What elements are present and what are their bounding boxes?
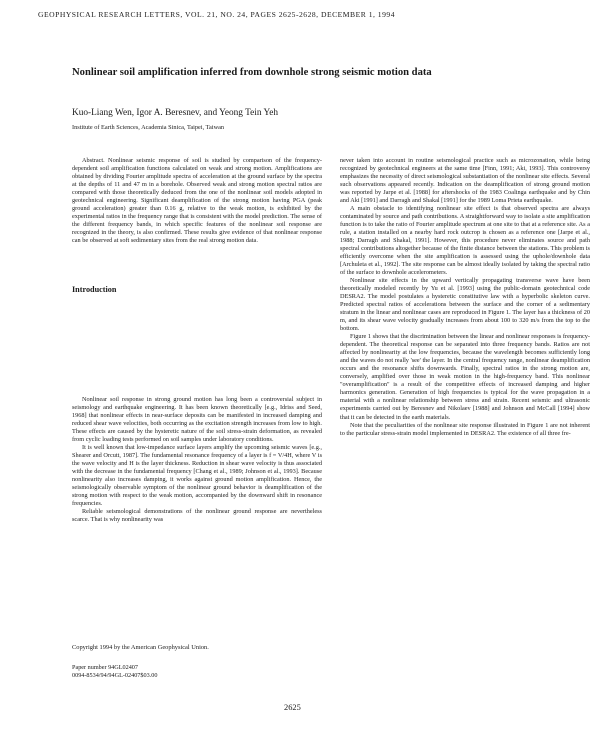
paper-number: Paper number 94GL02407: [72, 664, 138, 671]
intro-paragraph: Reliable seismological demonstrations of the nonlinear ground response are nevertheless scarce. That is why nonlinearity was: [72, 508, 322, 524]
intro-paragraph: It is well known that low-impedance surface layers amplify the upcoming seismic waves [e.g., Shearer and Orcutt, 1987]. The fundamental resonance frequency of a layer is f = V/4H, where V is the wave velocity and H is the layer thickness. Reduction in shear wave velocity is thus associated with the decrease in the fundamental frequency [Chang et al., 1989; Johnson et al., 1993]. Because nonlinearity also increases damping, it works against ground motion amplification. Hence, the seismologically observable symptom of the nonlinear ground behavior is deamplification of the strong motion with respect to the weak motion, accompanied by the downward shift in resonance frequencies.: [72, 444, 322, 508]
intro-paragraph: Nonlinear soil response in strong ground motion has long been a controversial subject in seismology and earthquake engineering. It has been known theoretically [e.g., Idriss and Seed, 1968] that nonlinear effects in near-surface deposits can be manifested in increased damping and reduced shear wave velocities, both occurring as the excitation strength increases from low to high. These effects are caused by the hysteretic nature of the soil stress-strain deformation, as revealed from cyclic loading tests performed on soil samples under laboratory conditions.: [72, 396, 322, 444]
introduction-body: [72, 396, 322, 524]
body-paragraph: A main obstacle to identifying nonlinear site effect is that observed spectra are always contaminated by source and path contributions. A straightforward way to isolate a site amplification function is to take the ratio of Fourier amplitude spectrum at one site to that at a reference site. As a rule, a station installed on a nearby hard rock outcrop is chosen as a reference one [Jarpe et al., 1988; Darragh and Shakal, 1991]. However, this procedure never eliminates source and path spectral contributions altogether because of the finite distance between the stations. This problem is efficiently overcome when the site amplification is assessed using the uphole/downhole data [Archuleta et al., 1992]. The site response can be almost ideally isolated by taking the spectral ratio of the surface to downhole accelerometers.: [340, 205, 590, 277]
section-heading-introduction: Introduction: [72, 285, 117, 294]
abstract-text: Abstract. Nonlinear seismic response of soil is studied by comparison of the frequency-dependent soil amplification functions calculated on weak and strong motion. Amplifications are obtained by dividing Fourier amplitude spectra of acceleration at the ground surface by the spectra at the depths of 11 and 47 m in a borehole. Observed weak and strong motion spectral ratios are compared with those theoretically deduced from the one of the nonlinear soil models adopted in geotechnical engineering. Significant deamplification of the strong motion having PGA (peak ground acceleration) greater than 0.16 g, relative to the weak motion, is exhibited by the experimental ratios in the frequency range that is consistent with the model prediction. The sense of the different frequency bands, in which specific features of the nonlinear soil response are recognized in the theory, is also confirmed. These results give evidence of that nonlinear response can be observed at soft sedimentary sites from the real strong motion data.: [72, 157, 322, 245]
page-number: 2625: [284, 703, 301, 712]
copyright-notice: Copyright 1994 by the American Geophysical Union.: [72, 644, 209, 651]
running-head: GEOPHYSICAL RESEARCH LETTERS, VOL. 21, NO. 24, PAGES 2625-2628, DECEMBER 1, 1994: [38, 10, 395, 19]
paper-identifiers: [72, 664, 157, 680]
body-paragraph: never taken into account in routine seismological practice such as microzonation, while being recognized by geotechnical engineers at the same time [Finn, 1991; Aki, 1993]. This controversy emphasizes the necessity of direct seismological substantiation of the nonlinear site effects. Several such observations appeared recently. Indication on the deamplification of strong ground motion was reported by Jarpe et al. [1988] for aftershocks of the 1983 Coalinga earthquake and by Chin and Aki [1991] and Darragh and Shakal [1991] for the 1989 Loma Prieta earthquake.: [340, 157, 590, 205]
right-column: [340, 157, 590, 438]
abstract: [72, 157, 322, 245]
body-paragraph: Figure 1 shows that the discrimination between the linear and nonlinear responses is frequency-dependent. The theoretical response can be separated into three frequency bands. Ratios are not affected by nonlinearity at the low frequencies, because the wavelength becomes sufficiently long and the waves do not really 'see' the layer. In the central frequency range, nonlinear deamplification occurs and the resonance shifts downwards. Finally, spectral ratios in the strong motion are, conversely, amplified over those in weak motion in the high-frequency band. This nonlinear "overamplification" is a result of the competitive effects of increased damping and higher harmonics generation. Generation of high frequencies is typical for the wave propagation in a material with a nonlinear relationship between stress and strain. Recent seismic and ultrasonic experiments carried out by Beresnev and Nikolaev [1988] and Johnson and McCall [1994] show that it can be detected in the earth materials.: [340, 333, 590, 421]
body-paragraph: Nonlinear site effects in the upward vertically propagating transverse wave have been theoretically modeled recently by Yu et al. [1993] using the public-domain geotechnical code DESRA2. The model postulates a hysteretic constitutive law with a hyperbolic skeleton curve. Predicted spectral ratios of accelerations between the surface and the corner of a sedimentary stratum in the linear and nonlinear cases are reproduced in Figure 1. The layer has a thickness of 20 m, and its shear wave velocity gradually increases from about 100 to 320 m/s from the top to the bottom.: [340, 277, 590, 333]
body-paragraph: Note that the peculiarities of the nonlinear site response illustrated in Figure 1 are not inherent to the particular stress-strain model implemented in DESRA2. The existence of all three fre-: [340, 421, 590, 437]
authors: Kuo-Liang Wen, Igor A. Beresnev, and Yeong Tein Yeh: [72, 108, 279, 118]
issn-code: 0094-8534/94/94GL-02407$03.00: [72, 672, 158, 679]
paper-title: Nonlinear soil amplification inferred from downhole strong seismic motion data: [72, 67, 432, 78]
affiliation: Institute of Earth Sciences, Academia Sinica, Taipei, Taiwan: [72, 124, 225, 131]
